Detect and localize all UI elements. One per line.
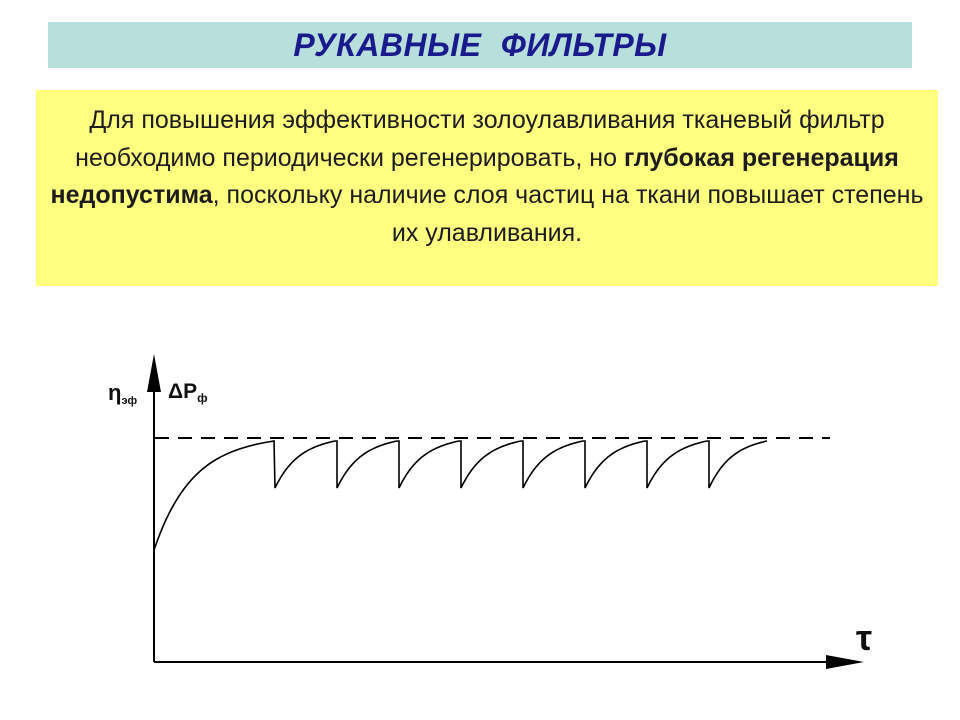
dp-subscript: ф (197, 391, 208, 405)
description-text-end: , поскольку наличие слоя частиц на ткани повышает степень их улавливания. (212, 181, 924, 247)
dp-symbol: ΔP (168, 380, 198, 403)
eta-symbol: η (108, 380, 122, 405)
y-axis-arrow (147, 354, 161, 392)
efficiency-curve (154, 441, 767, 550)
description-text-start: Для повышения эффективности золоулавливания тканевый фильтр необходимо периодически регенерировать, но (75, 106, 885, 172)
slide-title: РУКАВНЫЕ ФИЛЬТРЫ (293, 26, 667, 63)
x-label-time: τ (856, 617, 873, 658)
y-label-pressure-drop (168, 380, 208, 405)
description-text-bold: глубокая регенерация недопустима (50, 143, 899, 209)
eta-subscript: эф (121, 395, 138, 407)
y-label-efficiency (108, 380, 137, 407)
